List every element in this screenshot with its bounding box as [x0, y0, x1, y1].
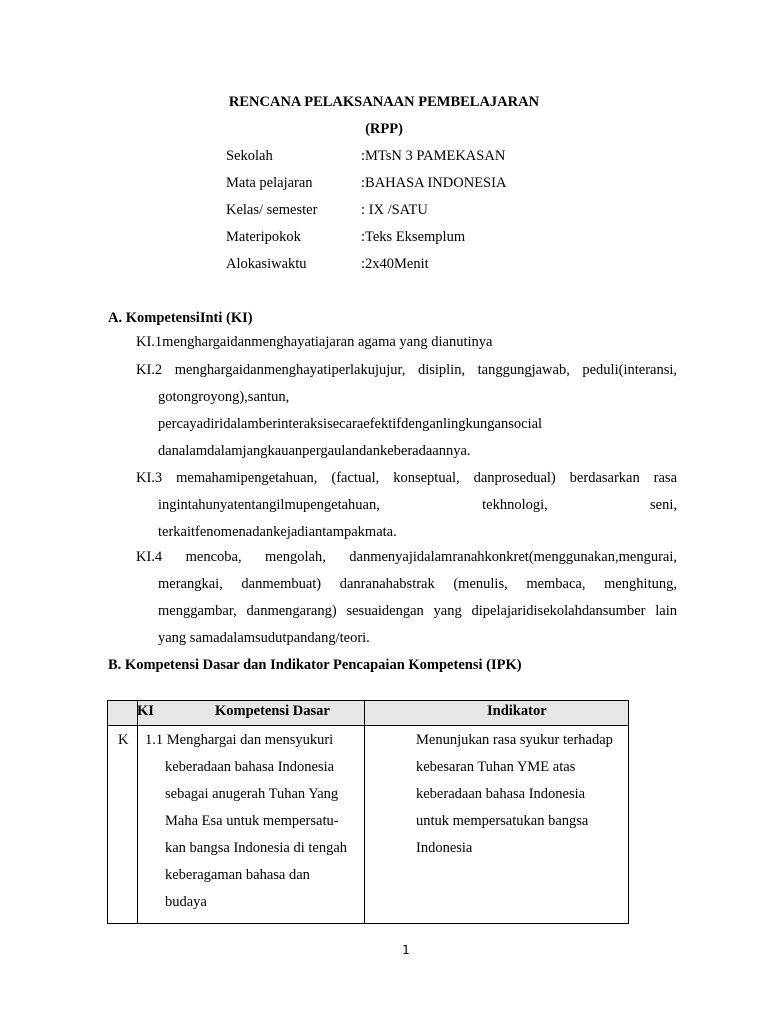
header-ki: KI [108, 701, 138, 726]
header-kompetensi-dasar: Kompetensi Dasar [138, 701, 365, 726]
info-label-topic: Materipokok [226, 229, 301, 245]
info-label-class: Kelas/ semester [226, 202, 318, 218]
info-label-school: Sekolah [226, 148, 273, 164]
indikator-line: Indonesia [416, 840, 473, 856]
header-indikator: Indikator [365, 701, 629, 726]
kd-line: keberadaan bahasa Indonesia [165, 759, 335, 775]
info-label-subject: Mata pelajaran [226, 175, 313, 191]
cell-ki: K [108, 726, 138, 924]
kd-line: kan bangsa Indonesia di tengah [165, 840, 348, 856]
ki3-line-1: KI.3 memahamipengetahuan, (factual, konseptual, danprosedual) berdasarkan rasa [136, 470, 677, 486]
cell-kompetensi-dasar [138, 726, 365, 924]
indikator-line: keberadaan bahasa Indonesia [416, 786, 586, 802]
ki2-line-1: KI.2 menghargaidanmenghayatiperlakujujur, disiplin, tanggungjawab, peduli(interansi, [136, 362, 677, 378]
kd-line: budaya [165, 894, 207, 910]
document-subtitle: (RPP) [365, 121, 403, 137]
page-number: 1 [402, 943, 410, 957]
info-value-school: :MTsN 3 PAMEKASAN [361, 148, 506, 164]
ki2-line-3: percayadiridalamberinteraksisecaraefektifdenganlingkungansocial [158, 416, 543, 432]
info-value-topic: :Teks Eksemplum [361, 229, 466, 245]
kd-line: 1.1 Menghargai dan mensyukuri [145, 732, 334, 748]
section-a-heading: A. KompetensiInti (KI) [108, 310, 253, 326]
ki3-line-3: terkaitfenomenadankejadiantampakmata. [158, 524, 397, 540]
ki4-line-3: menggambar, danmengarang) sesuaidengan yang dipelajaridisekolahdansumber lain [158, 603, 677, 619]
kd-line: sebagai anugerah Tuhan Yang [165, 786, 339, 802]
indikator-line: untuk mempersatukan bangsa [416, 813, 589, 829]
cell-indikator [365, 726, 629, 924]
ki2-line-4: danalamdalamjangkauanpergaulandankeberadaannya. [158, 443, 471, 459]
info-value-time: :2x40Menit [361, 256, 429, 272]
table-row [108, 726, 629, 924]
section-b-heading: B. Kompetensi Dasar dan Indikator Pencapaian Kompetensi (IPK) [108, 657, 522, 673]
table-header-row [108, 701, 629, 726]
kd-line: keberagaman bahasa dan [165, 867, 310, 883]
indikator-line: Menunjukan rasa syukur terhadap [416, 732, 613, 748]
ki4-line-4: yang samadalamsudutpandang/teori. [158, 630, 370, 646]
info-label-time: Alokasiwaktu [226, 256, 307, 272]
indikator-line: kebesaran Tuhan YME atas [416, 759, 576, 775]
competency-table [107, 700, 629, 924]
info-value-subject: :BAHASA INDONESIA [361, 175, 507, 191]
ki2-line-2: gotongroyong),santun, [158, 389, 290, 405]
ki1-line: KI.1menghargaidanmenghayatiajaran agama yang dianutinya [136, 334, 493, 350]
ki4-line-2: merangkai, danmembuat) danranahabstrak (menulis, membaca, menghitung, [158, 576, 677, 592]
kd-line: Maha Esa untuk mempersatu- [165, 813, 339, 829]
document-title: RENCANA PELAKSANAAN PEMBELAJARAN [228, 94, 540, 110]
ki4-line-1: KI.4 mencoba, mengolah, danmenyajidalamranahkonkret(menggunakan,mengurai, [136, 549, 677, 565]
info-value-class: : IX /SATU [361, 202, 428, 218]
ki3-line-2: ingintahunyatentangilmupengetahuan, tekhnologi, seni, [158, 497, 677, 513]
